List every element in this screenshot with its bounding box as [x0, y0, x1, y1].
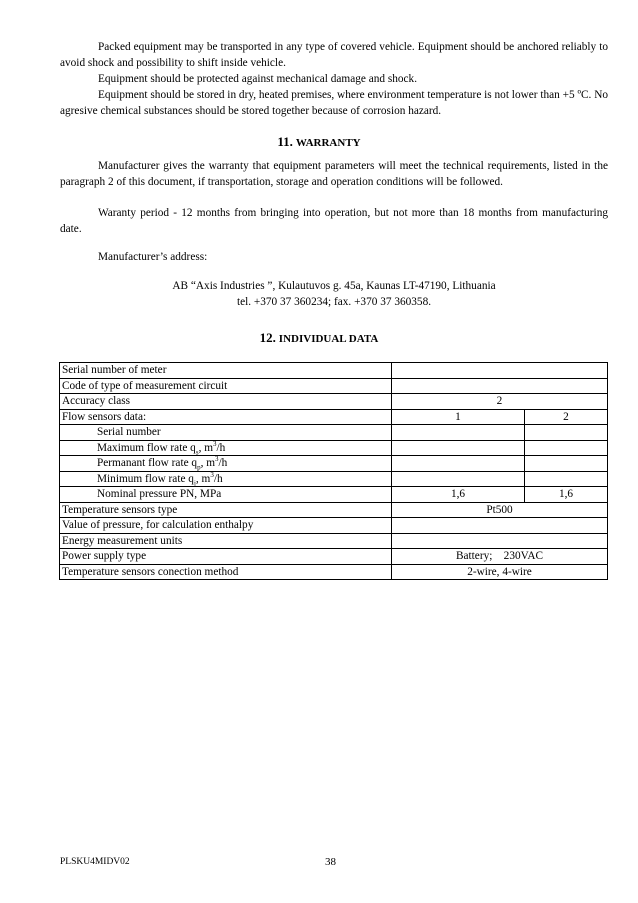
- manufacturer-address-line-2: tel. +370 37 360234; fax. +370 37 360358.: [236, 296, 432, 308]
- energy-units-value-cell: [392, 533, 608, 549]
- individual-section-number: 12.: [259, 330, 276, 345]
- temp-sensor-type-label: Temperature sensors type: [60, 502, 392, 518]
- power-supply-label: Power supply type: [60, 549, 392, 565]
- accuracy-class-label: Accuracy class: [60, 394, 392, 410]
- connection-method-value: 2-wire, 4-wire: [392, 564, 608, 580]
- nominal-pressure-value-2: 1,6: [525, 487, 608, 503]
- flow-serial-number-cell-1: [392, 425, 525, 441]
- max-flow-rate-cell-2: [525, 440, 608, 456]
- table-row: [60, 518, 608, 534]
- max-flow-rate-label: Maximum flow rate $q_s$, $m^3/h$: [60, 440, 392, 456]
- table-row: [60, 425, 608, 441]
- accuracy-class-value: 2: [392, 394, 608, 410]
- min-flow-rate-cell-2: [525, 471, 608, 487]
- serial-meter-label: Serial number of meter: [60, 363, 392, 379]
- table-row: [60, 549, 608, 565]
- storage-paragraph: Equipment should be stored in dry, heated premises, where environment temperature is not lower than +5 ºC. No agresive chemical substances should be stored together because of corrosion hazard.: [60, 89, 608, 117]
- nominal-pressure-label: Nominal pressure PN, MPa: [60, 487, 392, 503]
- warranty-section-title: WARRANTY: [295, 137, 361, 149]
- flow-sensor-column-1: 1: [392, 409, 525, 425]
- temp-sensor-type-value: Pt500: [392, 502, 608, 518]
- circuit-type-value-cell: [392, 378, 608, 394]
- warranty-section-number: 11.: [277, 134, 293, 149]
- table-row: [60, 487, 608, 503]
- table-row: [60, 409, 608, 425]
- table-row: [60, 564, 608, 580]
- power-supply-value: Battery; 230VAC: [392, 549, 608, 565]
- table-row: [60, 378, 608, 394]
- warranty-heading: [0, 134, 638, 150]
- pressure-enthalpy-value-cell: [392, 518, 608, 534]
- flow-sensors-label: Flow sensors data:: [60, 409, 392, 425]
- energy-units-label: Energy measurement units: [60, 533, 392, 549]
- transport-paragraph: Packed equipment may be transported in any type of covered vehicle. Equipment should be anchored reliably to avoid shock and possibility to shift inside vehicle.: [60, 41, 608, 69]
- min-flow-rate-label: Minimum flow rate $q_i$, $m^3/h$: [60, 471, 392, 487]
- individual-section-title: INDIVIDUAL DATA: [278, 333, 379, 345]
- individual-data-heading: [0, 330, 638, 346]
- individual-data-table: [59, 362, 608, 580]
- warranty-paragraph-1: Manufacturer gives the warranty that equipment parameters will meet the technical requirements, listed in the paragraph 2 of this document, if transportation, storage and operation conditions will be followed.: [60, 160, 608, 188]
- table-row: [60, 533, 608, 549]
- permanent-flow-rate-cell-1: [392, 456, 525, 472]
- footer-page-number: 38: [325, 856, 336, 868]
- connection-method-label: Temperature sensors conection method: [60, 564, 392, 580]
- min-flow-rate-cell-1: [392, 471, 525, 487]
- table-row: [60, 363, 608, 379]
- pressure-enthalpy-label: Value of pressure, for calculation enthalpy: [60, 518, 392, 534]
- flow-sensor-column-2: 2: [525, 409, 608, 425]
- footer-document-code: PLSKU4MIDV02: [60, 857, 130, 867]
- table-row: [60, 394, 608, 410]
- warranty-paragraph-2: Waranty period - 12 months from bringing into operation, but not more than 18 months from manufacturing date.: [60, 207, 608, 235]
- flow-serial-number-cell-2: [525, 425, 608, 441]
- max-flow-rate-cell-1: [392, 440, 525, 456]
- table-row: [60, 471, 608, 487]
- table-row: [60, 440, 608, 456]
- nominal-pressure-value-1: 1,6: [392, 487, 525, 503]
- flow-serial-number-label: Serial number: [60, 425, 392, 441]
- manufacturer-address-label: Manufacturer’s address:: [98, 251, 208, 263]
- manufacturer-address-line-1: AB “Axis Industries ”, Kulautuvos g. 45a, Kaunas LT-47190, Lithuania: [172, 280, 496, 292]
- circuit-type-label: Code of type of measurement circuit: [60, 378, 392, 394]
- serial-meter-value-cell: [392, 363, 608, 379]
- protection-paragraph: Equipment should be protected against mechanical damage and shock.: [98, 73, 418, 85]
- permanent-flow-rate-label: Permanant flow rate $q_p$, $m^3/h$: [60, 456, 392, 472]
- permanent-flow-rate-cell-2: [525, 456, 608, 472]
- table-row: [60, 456, 608, 472]
- table-row: [60, 502, 608, 518]
